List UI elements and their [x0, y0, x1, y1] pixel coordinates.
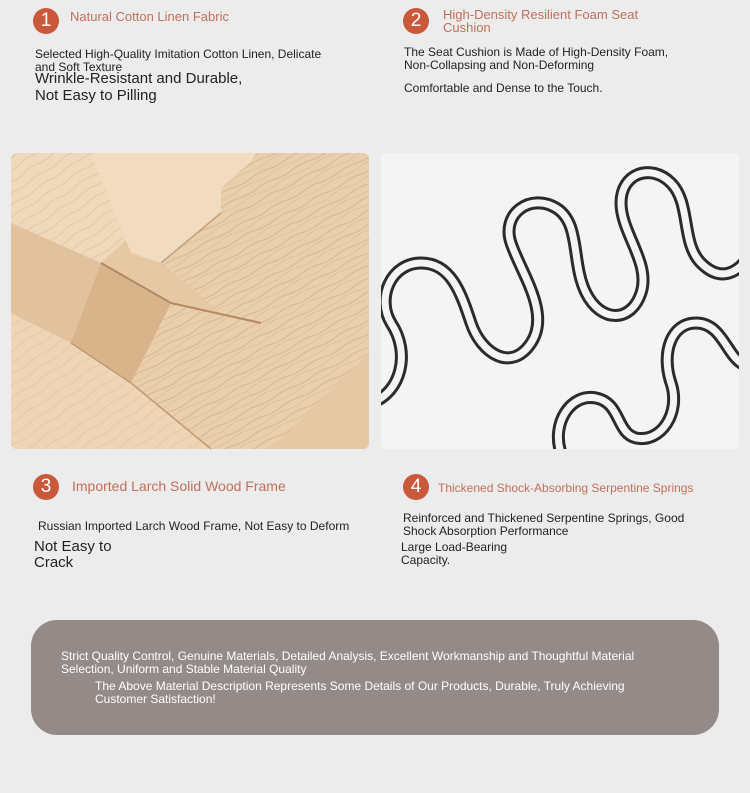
summary-line-1: Strict Quality Control, Genuine Materials, Detailed Analysis, Excellent Workmanship and Thoughtful Material Selection, Uniform and Stable Material Quality [61, 649, 635, 676]
feature-title-1: Natural Cotton Linen Fabric [70, 9, 229, 24]
feature-highlight-1b: Not Easy to Pilling [35, 87, 157, 104]
feature-highlight-1a: Wrinkle-Resistant and Durable, [35, 70, 243, 87]
feature-highlight-4b: Capacity. [401, 553, 451, 567]
wood-planks-image [11, 153, 369, 449]
feature-description-1: Selected High-Quality Imitation Cotton Linen, Delicate and Soft Texture [35, 47, 322, 74]
feature-number-4: 4 [403, 474, 429, 500]
summary-line-2: The Above Material Description Represents Some Details of Our Products, Durable, Truly Achieving Customer Satisfaction! [95, 679, 625, 706]
feature-number-2: 2 [403, 8, 429, 34]
feature-highlight-3b: Crack [34, 554, 74, 571]
feature-highlight-4a: Large Load-Bearing [401, 540, 508, 554]
serpentine-spring-image [381, 153, 739, 449]
feature-number-1: 1 [33, 8, 59, 34]
feature-description-2: The Seat Cushion is Made of High-Density Foam, Non-Collapsing and Non-Deforming [404, 45, 669, 72]
feature-highlight-2: Comfortable and Dense to the Touch. [404, 81, 603, 95]
feature-title-2: High-Density Resilient Foam Seat Cushion [443, 7, 639, 35]
feature-description-4: Reinforced and Thickened Serpentine Springs, Good Shock Absorption Performance [403, 511, 685, 538]
feature-number-3: 3 [33, 474, 59, 500]
summary-panel [31, 620, 719, 735]
feature-description-3: Russian Imported Larch Wood Frame, Not Easy to Deform [38, 519, 350, 533]
feature-title-3: Imported Larch Solid Wood Frame [72, 478, 286, 494]
feature-title-4: Thickened Shock-Absorbing Serpentine Springs [438, 481, 694, 495]
feature-highlight-3a: Not Easy to [34, 538, 112, 555]
